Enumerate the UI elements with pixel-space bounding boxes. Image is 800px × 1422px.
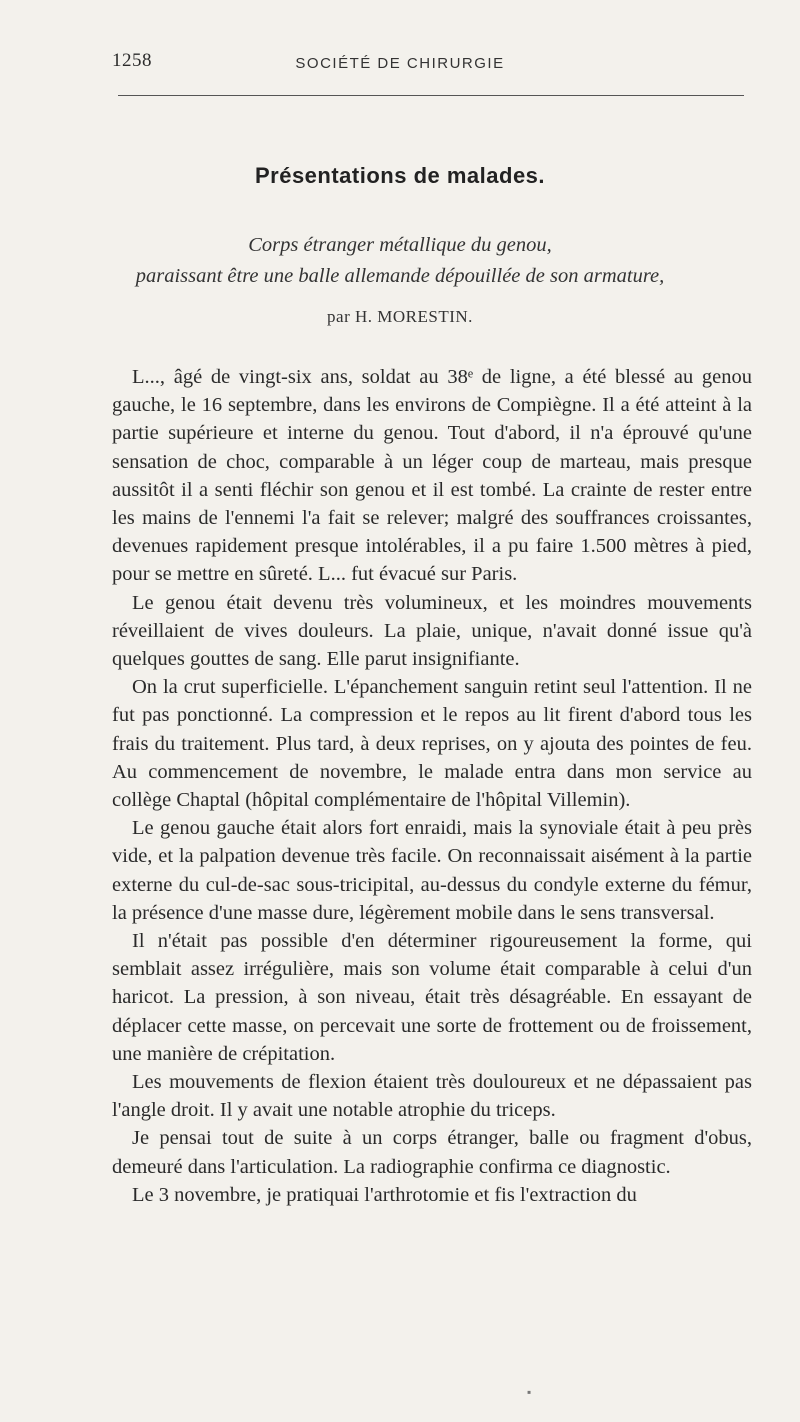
body-text (112, 363, 752, 1209)
article-title (0, 230, 800, 292)
section-title: Présentations de malades. (254, 163, 546, 188)
byline: par H. MORESTIN. (327, 307, 473, 326)
paragraph: Le genou gauche était alors fort enraidi, mais la synoviale était à peu près vide, et la palpation devenue très facile. On reconnaissait aisément à la partie externe du cul-de-sac sous-tricipital, au-dessus du condyle externe du fémur, la présence d'une masse dure, légèrement mobile dans le sens transversal. (112, 817, 752, 924)
page-number: 1258 (112, 50, 152, 71)
running-head: SOCIÉTÉ DE CHIRURGIE (295, 55, 505, 72)
paragraph: Le 3 novembre, je pratiquai l'arthrotomie et fis l'extraction du (132, 1183, 637, 1206)
paragraph: Je pensai tout de suite à un corps étranger, balle ou fragment d'obus, demeuré dans l'articulation. La radiographie confirma ce diagnostic. (112, 1127, 752, 1178)
article-title-line-2: paraissant être une balle allemande dépouillée de son armature, (135, 265, 665, 287)
header-rule (118, 95, 744, 96)
paragraph: On la crut superficielle. L'épanchement sanguin retint seul l'attention. Il ne fut pas ponctionné. La compression et le repos au lit firent d'abord tous les frais du traitement. Plus tard, à deux reprises, on y ajouta des pointes de feu. Au commencement de novembre, le malade entra dans mon service au collège Chaptal (hôpital complémentaire de l'hôpital Villemin). (112, 676, 752, 812)
footer-mark: ▪ (527, 1385, 532, 1399)
paragraph: Les mouvements de flexion étaient très douloureux et ne dépassaient pas l'angle droit. Il y avait une notable atrophie du triceps. (112, 1071, 752, 1122)
paragraph: Le genou était devenu très volumineux, et les moindres mouvements réveillaient de vives douleurs. La plaie, unique, n'avait donné issue qu'à quelques gouttes de sang. Elle parut insignifiante. (112, 591, 752, 671)
article-title-line-1: Corps étranger métallique du genou, (248, 234, 552, 256)
paragraph: L..., âgé de vingt-six ans, soldat au 38ᵉ de ligne, a été blessé au genou gauche, le 16 septembre, dans les environs de Compiègne. Il a été atteint à la partie supérieure et interne du genou. Tout d'abord, il n'a éprouvé qu'une sensation de choc, comparable à un léger coup de marteau, mais presque aussitôt il a senti fléchir son genou et il est tombé. La crainte de rester entre les mains de l'ennemi l'a fait se relever; malgré des souffrances croissantes, devenues rapidement presque intolérables, il a pu faire 1.500 mètres à pied, pour se mettre en sûreté. L... fut évacué sur Paris. (112, 366, 752, 586)
paragraph: Il n'était pas possible d'en déterminer rigoureusement la forme, qui semblait assez irrégulière, mais son volume était comparable à celui d'un haricot. La pression, à son niveau, était très désagréable. En essayant de déplacer cette masse, on percevait une sorte de frottement ou de froissement, une manière de crépitation. (112, 930, 752, 1065)
